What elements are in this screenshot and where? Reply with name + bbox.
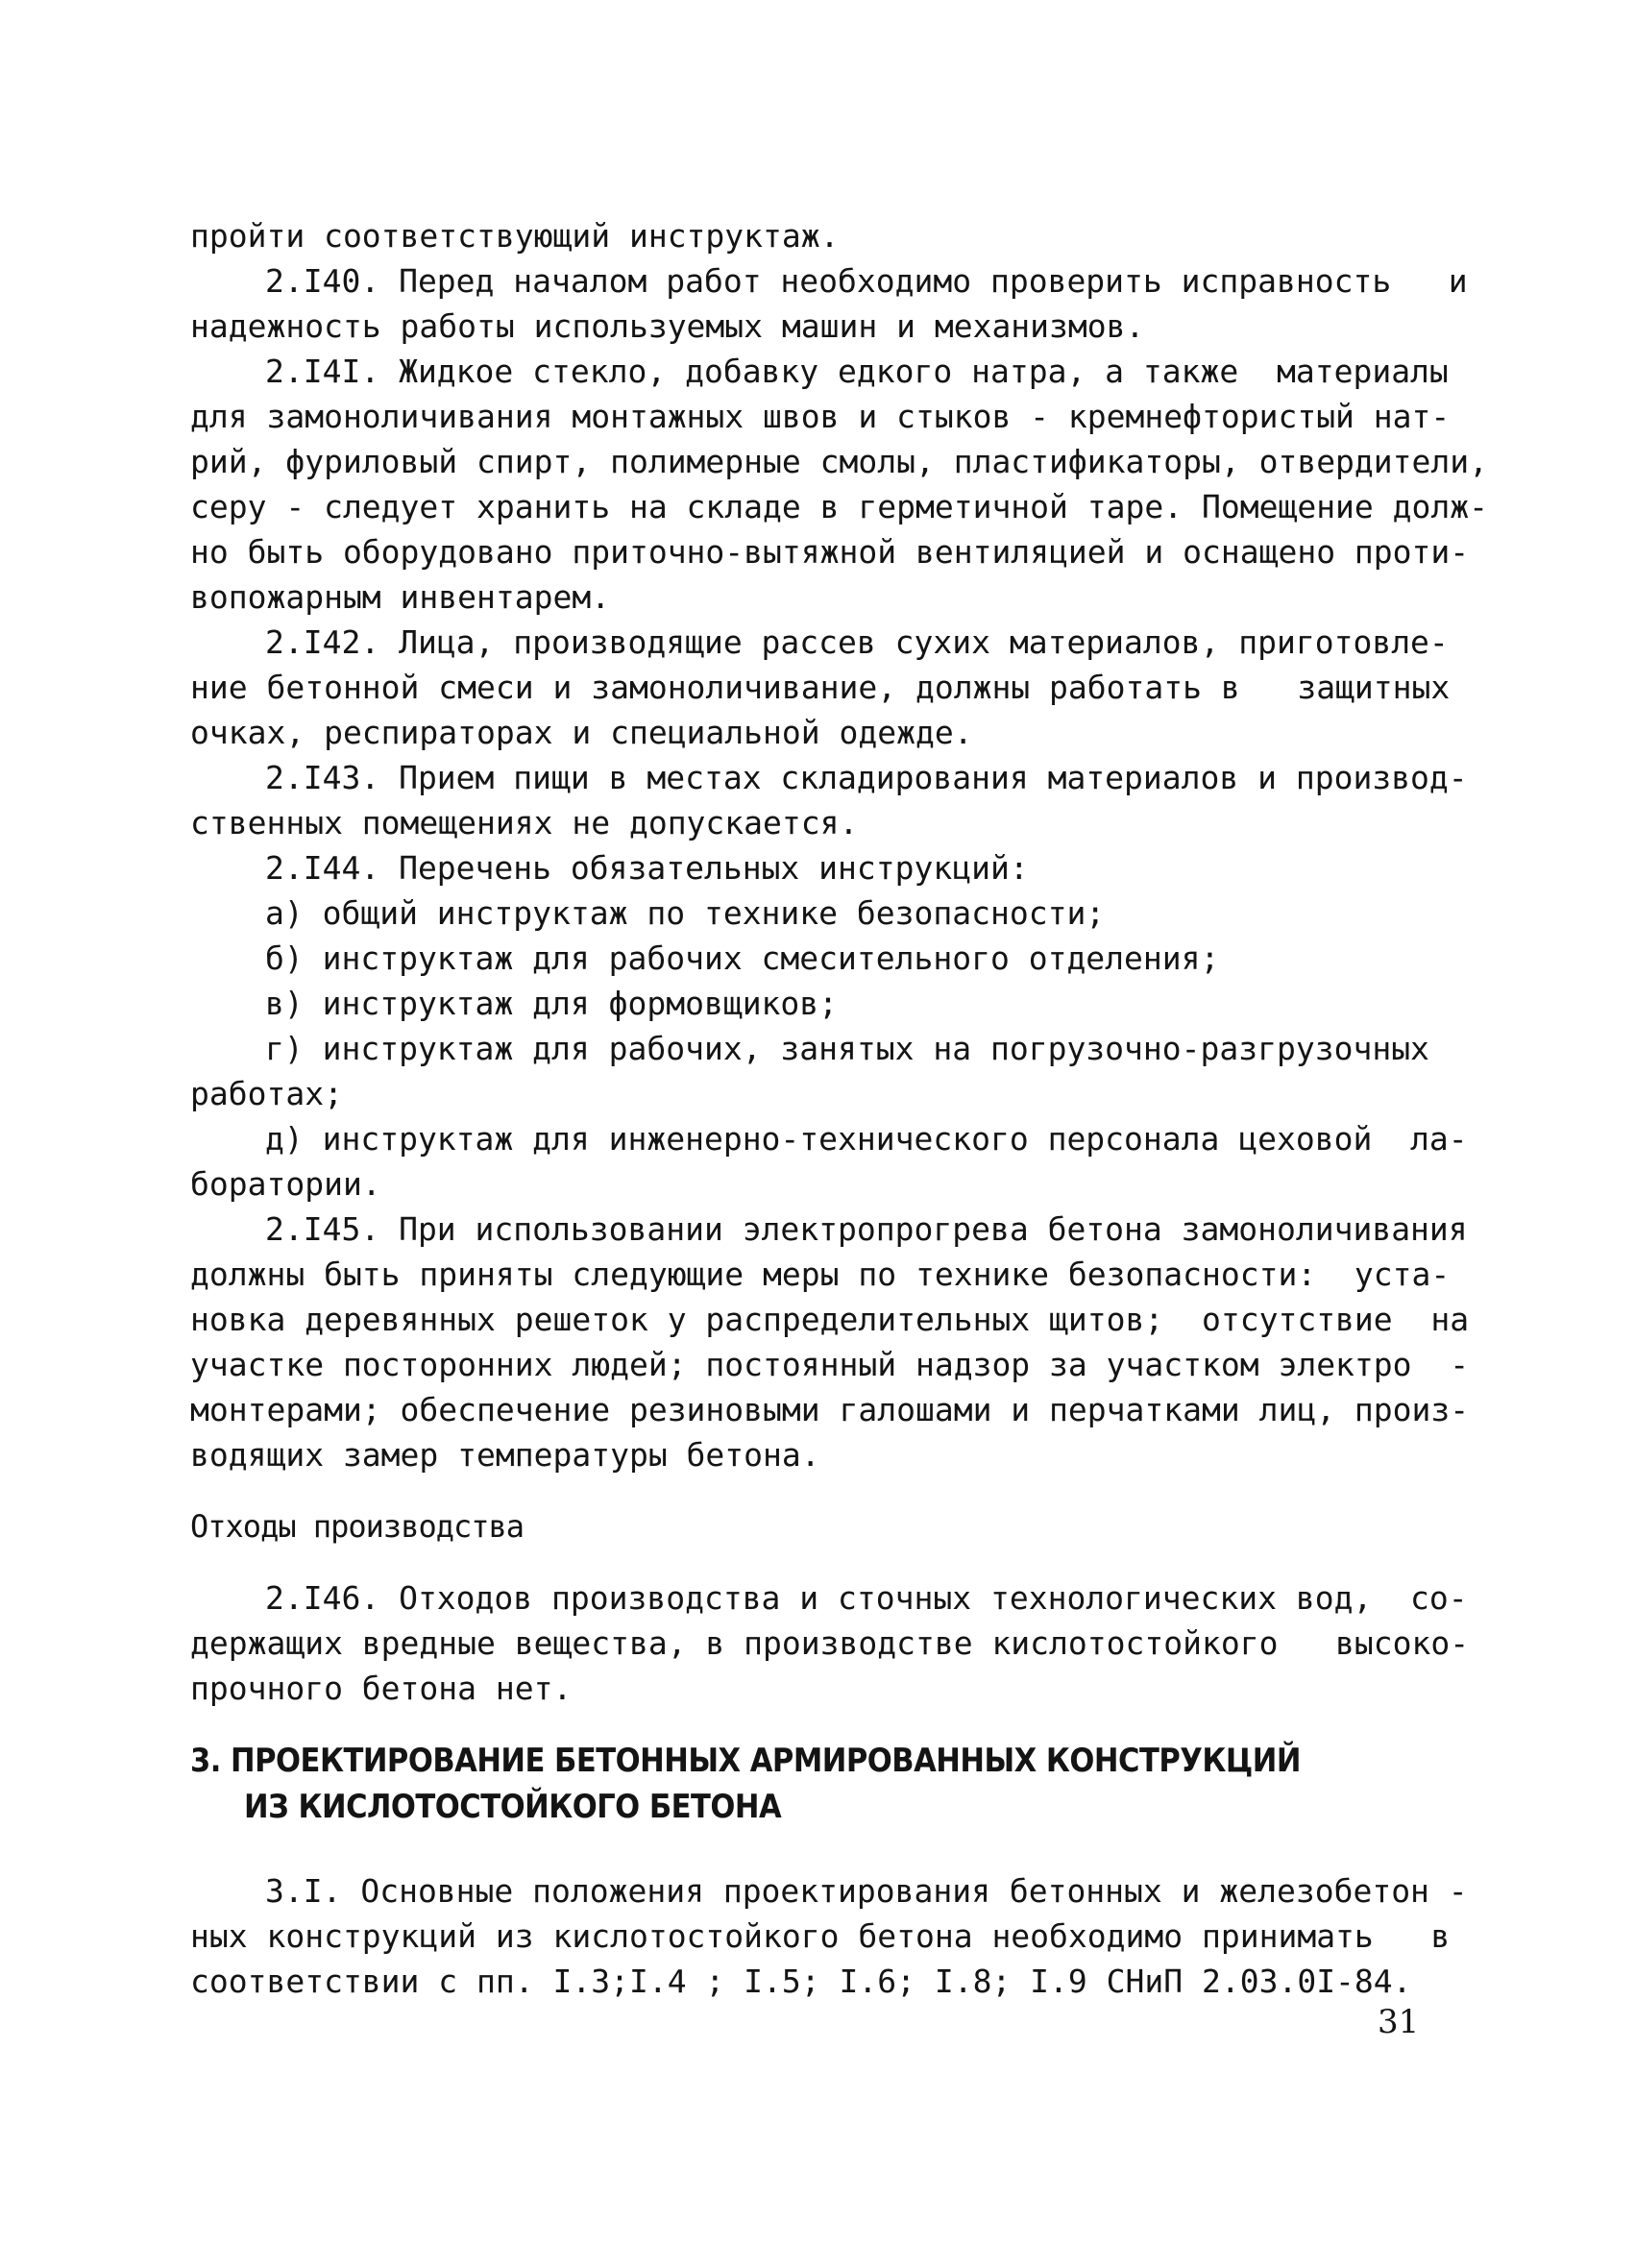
text-line: 2.I40. Перед началом работ необходимо проверить исправность и [265,262,1468,300]
text-line: ных конструкций из кислотостойкого бетона необходимо принимать в [190,1917,1451,1955]
spacer [190,1549,1449,1575]
list-item-b [190,936,1449,981]
text-line: прочного бетона нет. [190,1670,573,1707]
paragraph-2-141 [190,349,1489,620]
text-line: очках, респираторах и специальной одежде. [190,714,973,751]
spacer [190,1830,1449,1868]
text-line: работах; [190,1075,343,1112]
text-line: 2.I46. Отходов производства и сточных технологических вод, со- [265,1579,1468,1617]
text-line: серу - следует хранить на складе в герметичной таре. Помещение долж- [190,488,1489,525]
text-line: г) инструктаж для рабочих, занятых на погрузочно-разгрузочных [265,1030,1429,1067]
paragraph-3-1 [190,1868,1468,2004]
paragraph-2-144 [190,845,1449,890]
section-heading-3 [190,1738,1449,1830]
paragraph-2-146 [190,1575,1470,1711]
text-line: монтерами; обеспечение резиновыми галошами и перчатками лиц, произ- [190,1391,1470,1428]
heading-line: ИЗ КИСЛОТОСТОЙКОГО БЕТОНА [244,1788,782,1826]
page-number: 31 [1378,2003,1420,2041]
text-line: боратории. [190,1165,381,1203]
paragraph-2-142 [190,620,1449,755]
text-line: б) инструктаж для рабочих смесительного отделения; [265,939,1220,977]
list-item-d [190,1116,1468,1207]
text-line: 3.I. Основные положения проектирования бетонных и железобетон - [265,1872,1468,1910]
text-line: для замоноличивания монтажных швов и стыков - кремнефтористый нат- [190,398,1451,435]
text-line: пройти соответствующий инструктаж. [190,217,840,255]
text-line: 2.I42. Лица, производящие рассев сухих материалов, приготовле- [265,623,1449,661]
text-line: д) инструктаж для инженерно-технического персонала цеховой ла- [265,1120,1468,1158]
text-line: 2.I45. При использовании электропрогрева бетона замоноличивания [265,1210,1468,1248]
list-item-a [190,890,1449,936]
text-line: вопожарным инвентарем. [190,578,611,616]
text-line: рий, фуриловый спирт, полимерные смолы, пластификаторы, отвердители, [190,443,1489,480]
spacer [190,1711,1449,1738]
list-item-g [190,1026,1449,1116]
heading-line: 3. ПРОЕКТИРОВАНИЕ БЕТОННЫХ АРМИРОВАННЫХ КОНСТРУКЦИЙ [190,1742,1301,1780]
text-line: ственных помещениях не допускается. [190,804,859,841]
text-line: водящих замер температуры бетона. [190,1436,820,1474]
paragraph-2-145 [190,1207,1470,1477]
text-line: но быть оборудовано приточно-вытяжной вентиляцией и оснащено проти- [190,533,1470,571]
text-line: 2.I4I. Жидкое стекло, добавку едкого натра, а также материалы [265,353,1449,390]
text-line: 2.I44. Перечень обязательных инструкций: [265,849,1029,887]
text-line: должны быть приняты следующие меры по технике безопасности: уста- [190,1256,1451,1293]
text-line: в) инструктаж для формовщиков; [265,985,839,1022]
text-line: участке посторонних людей; постоянный надзор за участком электро - [190,1346,1470,1383]
paragraph-2-140 [190,258,1468,349]
spacer [190,1477,1449,1504]
paragraph-2-143 [190,755,1468,845]
subheading-waste: Отходы производства [190,1508,525,1545]
page-content [190,213,1489,2004]
paragraph-continuation [190,213,1449,258]
text-line: новка деревянных решеток у распределительных щитов; отсутствие на [190,1301,1470,1338]
text-line: держащих вредные вещества, в производстве кислотостойкого высоко- [190,1624,1470,1662]
text-line: а) общий инструктаж по технике безопасности; [265,894,1106,932]
text-line: ние бетонной смеси и замоноличивание, должны работать в защитных [190,669,1451,706]
text-line: 2.I43. Прием пищи в местах складирования материалов и производ- [265,759,1468,796]
text-line: соответствии с пп. I.3;I.4 ; I.5; I.6; I.8; I.9 СНиП 2.03.0I-84. [190,1963,1412,2000]
text-line: надежность работы используемых машин и механизмов. [190,307,1145,345]
list-item-v [190,981,1449,1026]
